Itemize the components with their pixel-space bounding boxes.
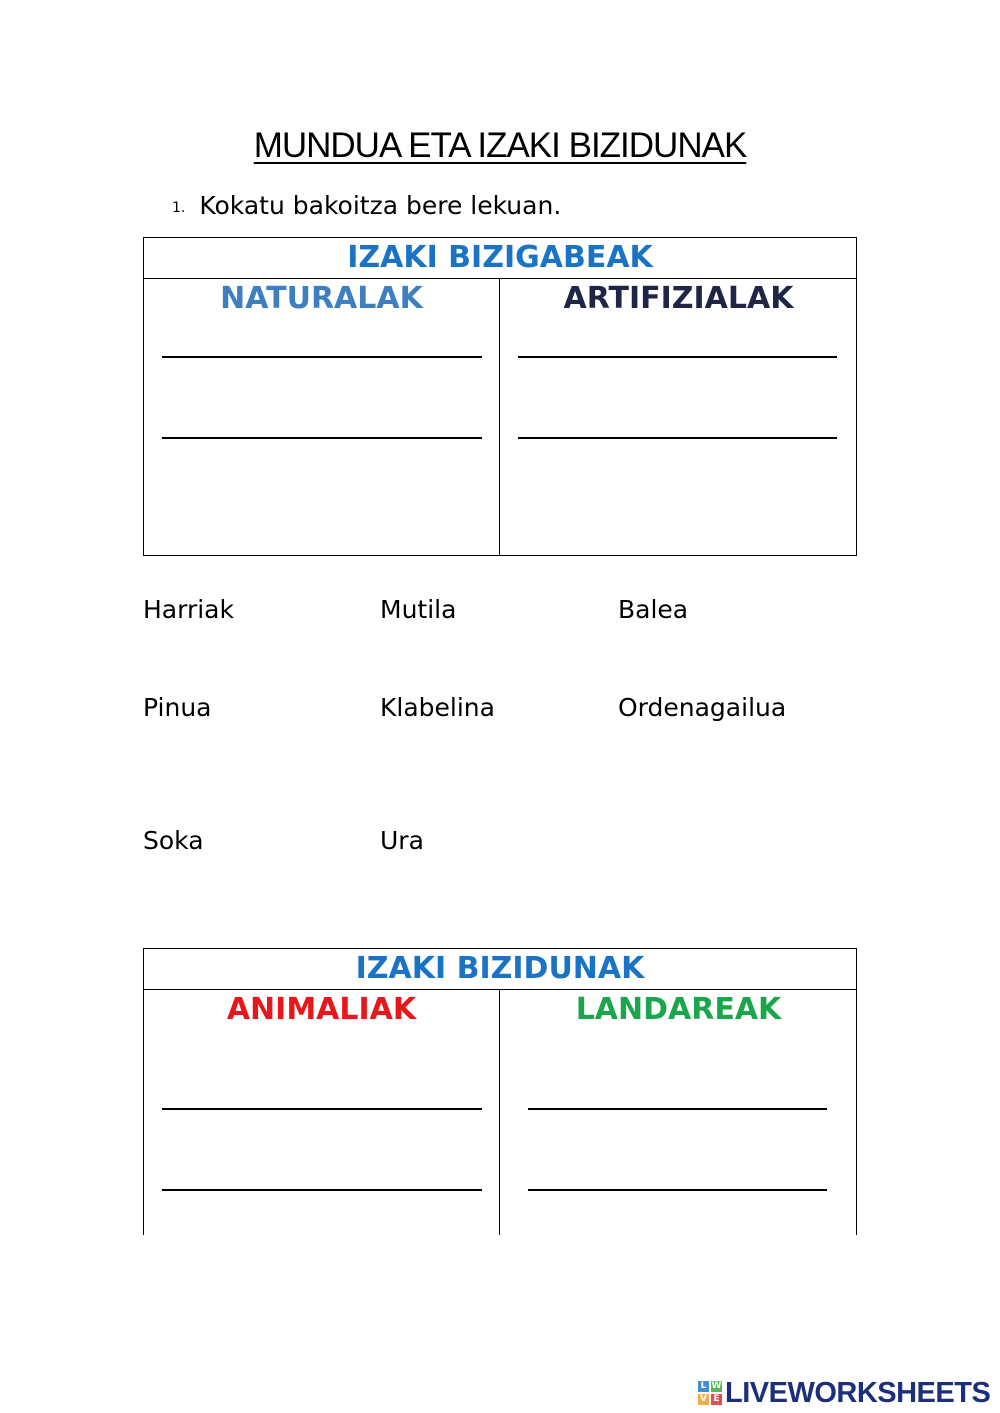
column-naturalak-header: NATURALAK xyxy=(220,281,423,316)
liveworksheets-brand xyxy=(698,1376,990,1410)
page-title: MUNDUA ETA IZAKI BIZIDUNAK xyxy=(253,126,747,165)
instruction-text: Kokatu bakoitza bere lekuan. xyxy=(199,191,562,220)
answer-blank[interactable] xyxy=(162,1189,482,1191)
word-item[interactable]: Soka xyxy=(143,826,204,855)
word-item[interactable]: Pinua xyxy=(143,693,212,722)
column-artifizialak-header: ARTIFIZIALAK xyxy=(563,281,794,316)
column-landareak-header: LANDAREAK xyxy=(575,992,782,1027)
liveworksheets-logo-icon: L W V E xyxy=(698,1381,722,1405)
answer-blank[interactable] xyxy=(162,437,482,439)
column-animaliak xyxy=(144,990,500,1235)
table-nonliving xyxy=(143,237,857,556)
instruction-number: 1. xyxy=(172,200,186,216)
liveworksheets-name: LIVEWORKSHEETS xyxy=(725,1377,991,1409)
answer-blank[interactable] xyxy=(528,1108,827,1110)
word-item[interactable]: Mutila xyxy=(380,595,457,624)
column-landareak xyxy=(500,990,857,1235)
column-artifizialak xyxy=(500,279,857,555)
instruction xyxy=(172,190,561,224)
table-nonliving-header: IZAKI BIZIGABEAK xyxy=(144,238,856,279)
word-item[interactable]: Ura xyxy=(380,826,424,855)
answer-blank[interactable] xyxy=(528,1189,827,1191)
answer-blank[interactable] xyxy=(518,437,837,439)
column-animaliak-header: ANIMALIAK xyxy=(226,992,417,1027)
table-living-header: IZAKI BIZIDUNAK xyxy=(144,949,856,990)
answer-blank[interactable] xyxy=(518,356,837,358)
word-item[interactable]: Klabelina xyxy=(380,693,495,722)
word-item[interactable]: Ordenagailua xyxy=(618,693,787,722)
table-living xyxy=(143,948,857,1235)
word-item[interactable]: Balea xyxy=(618,595,689,624)
answer-blank[interactable] xyxy=(162,1108,482,1110)
column-naturalak xyxy=(144,279,500,555)
word-item[interactable]: Harriak xyxy=(143,595,234,624)
answer-blank[interactable] xyxy=(162,356,482,358)
